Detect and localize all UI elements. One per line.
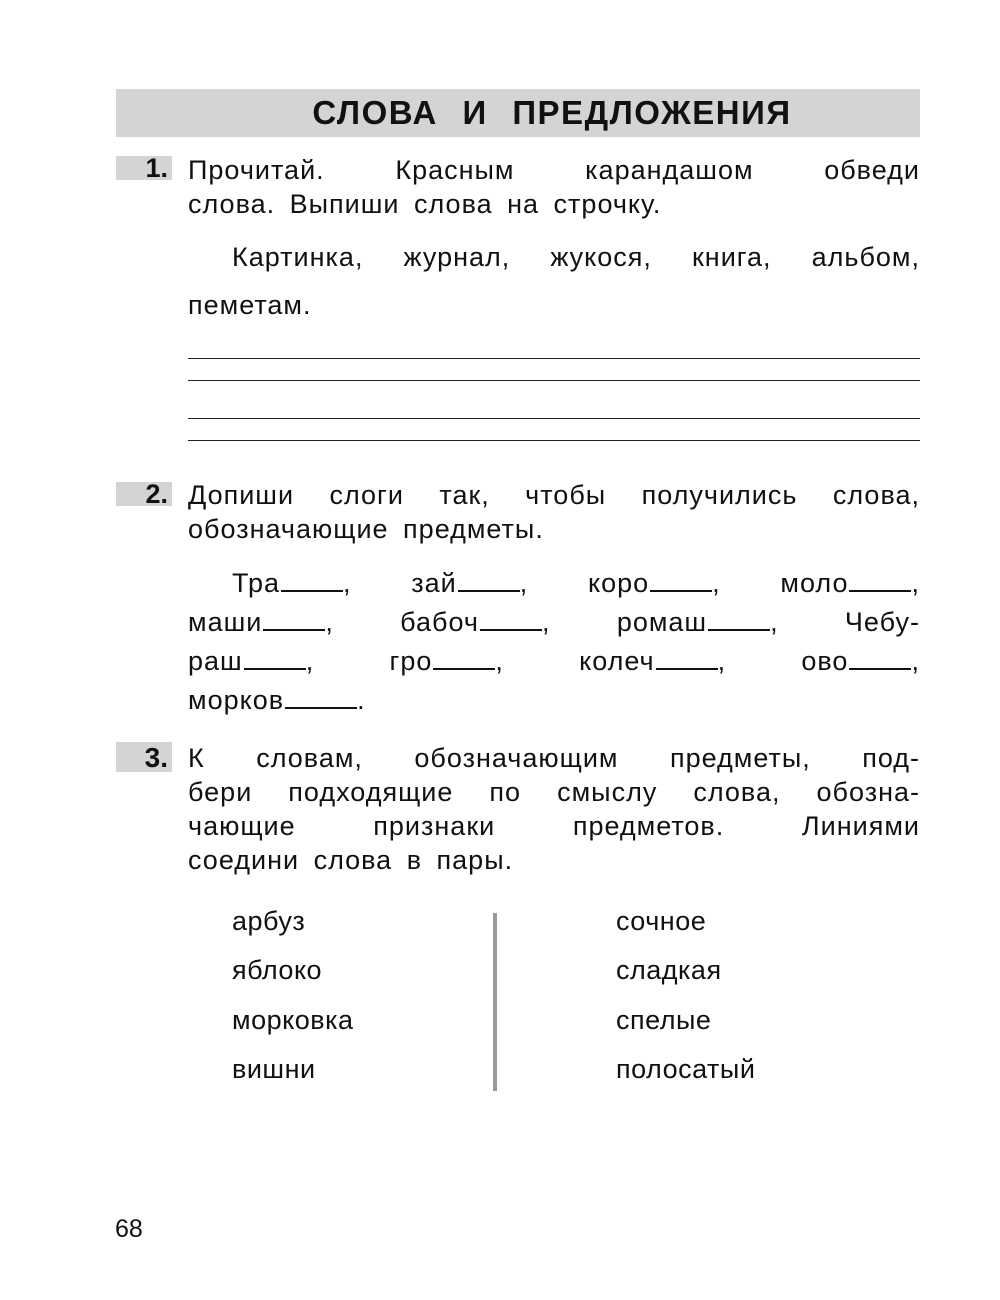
task3-instruction-line2: бери подходящие по смыслу слова, обозна- xyxy=(188,777,920,807)
task2-instruction-line1: Допиши слоги так, чтобы получились слова, xyxy=(188,480,920,510)
right-word[interactable]: спелые xyxy=(616,1005,712,1035)
writing-line-1[interactable] xyxy=(188,358,920,359)
syllable-item: зай , xyxy=(411,568,529,598)
right-word[interactable]: полосатый xyxy=(616,1054,756,1084)
syllable-item: маши , xyxy=(188,607,334,637)
syllable-item: коро , xyxy=(588,568,721,598)
syllable-item: морков . xyxy=(188,685,366,715)
syllable-blank[interactable] xyxy=(281,568,343,592)
writing-line-4[interactable] xyxy=(188,440,920,441)
syllable-item: бабоч , xyxy=(400,607,551,637)
task-number-2: 2. xyxy=(116,482,172,506)
task-number-3: 3. xyxy=(116,742,172,772)
task1-words-line2: пеметам. xyxy=(188,290,312,320)
syllable-item: раш , xyxy=(188,646,315,676)
syllable-blank[interactable] xyxy=(708,607,770,631)
left-word[interactable]: вишни xyxy=(232,1054,316,1084)
task2-syllables-row4 xyxy=(188,683,366,717)
writing-line-3[interactable] xyxy=(188,418,920,419)
task2-syllables-row1 xyxy=(232,566,920,600)
section-title-bar xyxy=(116,89,920,137)
syllable-item: Чебу- xyxy=(844,607,920,637)
syllable-blank[interactable] xyxy=(458,568,520,592)
left-word[interactable]: арбуз xyxy=(232,906,306,936)
task2-syllables-row3 xyxy=(188,644,920,678)
column-divider xyxy=(493,913,497,1091)
syllable-blank[interactable] xyxy=(480,607,542,631)
task-number-1: 1. xyxy=(116,156,172,180)
task1-words-line1: Картинка, журнал, жукося, книга, альбом, xyxy=(232,242,920,272)
task1-instruction-line2: слова. Выпиши слова на строчку. xyxy=(188,189,662,219)
syllable-item: гро , xyxy=(389,646,504,676)
task3-instruction-line3: чающие признаки предметов. Линиями xyxy=(188,811,920,841)
left-word[interactable]: морковка xyxy=(232,1005,354,1035)
syllable-item: колеч , xyxy=(579,646,727,676)
syllable-item: Тра , xyxy=(232,568,352,598)
left-word[interactable]: яблоко xyxy=(232,955,323,985)
task3-instruction-line1: К словам, обозначающим предметы, под- xyxy=(188,743,920,773)
page-number: 68 xyxy=(115,1215,143,1243)
syllable-blank[interactable] xyxy=(656,646,718,670)
syllable-blank[interactable] xyxy=(849,568,911,592)
section-title: СЛОВА И ПРЕДЛОЖЕНИЯ xyxy=(312,94,792,131)
syllable-blank[interactable] xyxy=(263,607,325,631)
task1-instruction-line1: Прочитай. Красным карандашом обведи xyxy=(188,155,920,185)
task2-instruction-line2: обозначающие предметы. xyxy=(188,514,544,544)
task3-instruction-line4: соедини слова в пары. xyxy=(188,845,514,875)
syllable-blank[interactable] xyxy=(244,646,306,670)
right-word[interactable]: сочное xyxy=(616,906,707,936)
syllable-blank[interactable] xyxy=(285,685,357,709)
writing-line-2[interactable] xyxy=(188,380,920,381)
syllable-blank[interactable] xyxy=(433,646,495,670)
syllable-blank[interactable] xyxy=(849,646,911,670)
right-word[interactable]: сладкая xyxy=(616,955,722,985)
syllable-item: ромаш , xyxy=(616,607,779,637)
syllable-blank[interactable] xyxy=(650,568,712,592)
syllable-item: ово , xyxy=(801,646,920,676)
syllable-item: моло , xyxy=(780,568,920,598)
task2-syllables-row2 xyxy=(188,605,920,639)
